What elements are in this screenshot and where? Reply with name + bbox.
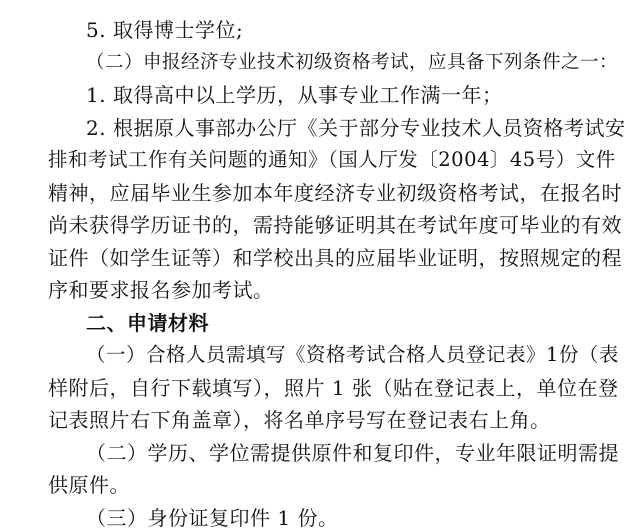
text-line-material-1-cont-2: 记表照片右下角盖章），将名单序号写在登记表右上角。 [48,408,551,432]
text-line-condition-1: 1. 取得高中以上学历，从事专业工作满一年； [86,83,503,107]
text-line-material-2: （二）学历、学位需提供原件和复印件，专业年限证明需提 [86,440,619,465]
text-line-condition-2-cont-4: 证件（如学生证等）和学校出具的应届毕业证明，按照规定的程 [48,245,622,270]
text-line-material-1-cont-1: 样附后，自行下载填写），照片 1 张（贴在登记表上，单位在登 [48,375,619,400]
text-line-condition-2: 2. 根据原人事部办公厅《关于部分专业技术人员资格考试安 [86,115,626,140]
text-line-material-2-cont-1: 供原件。 [48,473,130,497]
text-line-material-3: （三）身份证复印件 1 份。 [86,505,339,530]
text-line-doctorate: 5. 取得博士学位; [86,18,244,42]
text-line-material-1: （一）合格人员需填写《资格考试合格人员登记表》1份（表 [86,343,619,366]
text-line-junior-conditions: （二）申报经济专业技术初级资格考试，应具备下列条件之一： [86,51,619,73]
text-line-condition-2-cont-5: 序和要求报名参加考试。 [48,278,274,302]
text-line-condition-2-cont-2: 精神，应届毕业生参加本年度经济专业初级资格考试，在报名时 [48,180,622,205]
text-line-condition-2-cont-3: 尚未获得学历证书的，需持能够证明其在考试年度可毕业的有效 [48,213,622,237]
text-line-condition-2-cont-1: 排和考试工作有关问题的通知》（国人厅发〔2004〕45号）文件 [48,148,616,171]
section-heading-materials: 二、申请材料 [86,310,209,335]
